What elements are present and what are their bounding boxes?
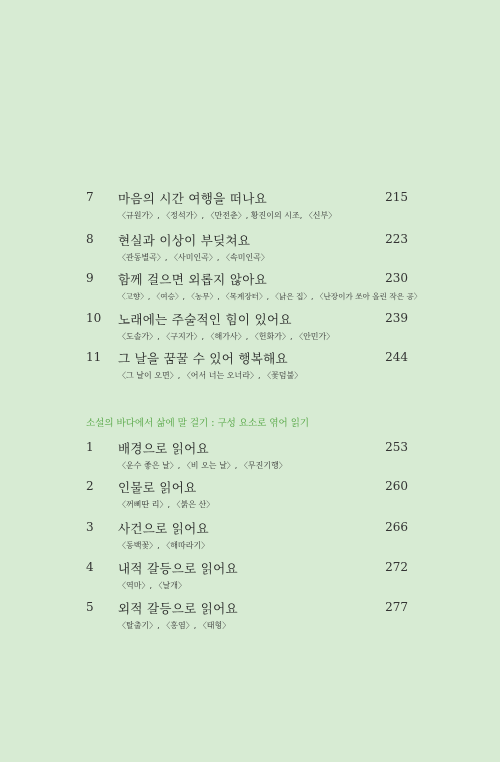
page-number: 223 xyxy=(385,232,408,246)
chapter-title: 함께 걸으면 외롭지 않아요 xyxy=(118,272,267,287)
page-number: 253 xyxy=(385,440,408,454)
page-number: 230 xyxy=(385,271,408,285)
chapter-title: 배경으로 읽어요 xyxy=(118,441,209,456)
works-list: 〈그 날이 오면〉, 〈어서 너는 오너라〉, 〈꽃덤불〉 xyxy=(118,371,303,380)
chapter-title: 사건으로 읽어요 xyxy=(118,521,209,536)
chapter-title: 내적 갈등으로 읽어요 xyxy=(118,561,238,576)
chapter-number: 2 xyxy=(86,479,94,493)
page-number: 260 xyxy=(385,479,408,493)
works-list: 〈운수 좋은 날〉, 〈비 오는 날〉, 〈무진기행〉 xyxy=(118,461,287,470)
works-list: 〈관동별곡〉, 〈사미인곡〉, 〈속미인곡〉 xyxy=(118,253,269,262)
page-number: 277 xyxy=(385,600,408,614)
works-list: 〈규원가〉, 〈정석가〉, 〈만전춘〉, 황진이의 시조, 〈신부〉 xyxy=(118,211,337,220)
works-list: 〈꺼삐딴 리〉, 〈붉은 산〉 xyxy=(118,500,215,509)
works-list: 〈탈출기〉, 〈홍염〉, 〈태형〉 xyxy=(118,621,231,630)
chapter-title: 인물로 읽어요 xyxy=(118,480,197,495)
chapter-title: 현실과 이상이 부딪쳐요 xyxy=(118,233,251,248)
chapter-number: 11 xyxy=(86,350,102,364)
page-number: 215 xyxy=(385,190,408,204)
page-number: 244 xyxy=(385,350,408,364)
works-list: 〈도솔가〉, 〈구지가〉, 〈해가사〉, 〈헌화가〉, 〈안민가〉 xyxy=(118,332,335,341)
works-list: 〈고향〉, 〈여승〉, 〈농무〉, 〈목계장터〉, 〈낡은 집〉, 〈난장이가 쏘아 올린 작은 공〉 xyxy=(118,292,422,301)
chapter-number: 9 xyxy=(86,271,94,285)
chapter-number: 7 xyxy=(86,190,94,204)
works-list: 〈동백꽃〉, 〈해따라기〉 xyxy=(118,541,210,550)
chapter-title: 마음의 시간 여행을 떠나요 xyxy=(118,191,267,206)
chapter-number: 5 xyxy=(86,600,94,614)
chapter-title: 그 날을 꿈꿀 수 있어 행복해요 xyxy=(118,351,288,366)
chapter-number: 4 xyxy=(86,560,94,574)
chapter-number: 1 xyxy=(86,440,94,454)
chapter-number: 3 xyxy=(86,520,94,534)
chapter-number: 10 xyxy=(86,311,102,325)
chapter-title: 노래에는 주술적인 힘이 있어요 xyxy=(118,312,292,327)
works-list: 〈역마〉, 〈날개〉 xyxy=(118,581,186,590)
chapter-title: 외적 갈등으로 읽어요 xyxy=(118,601,238,616)
section-heading: 소설의 바다에서 삶에 말 걸기 : 구성 요소로 엮어 읽기 xyxy=(86,418,310,429)
chapter-number: 8 xyxy=(86,232,94,246)
page-number: 266 xyxy=(385,520,408,534)
page-number: 239 xyxy=(385,311,408,325)
page-number: 272 xyxy=(385,560,408,574)
